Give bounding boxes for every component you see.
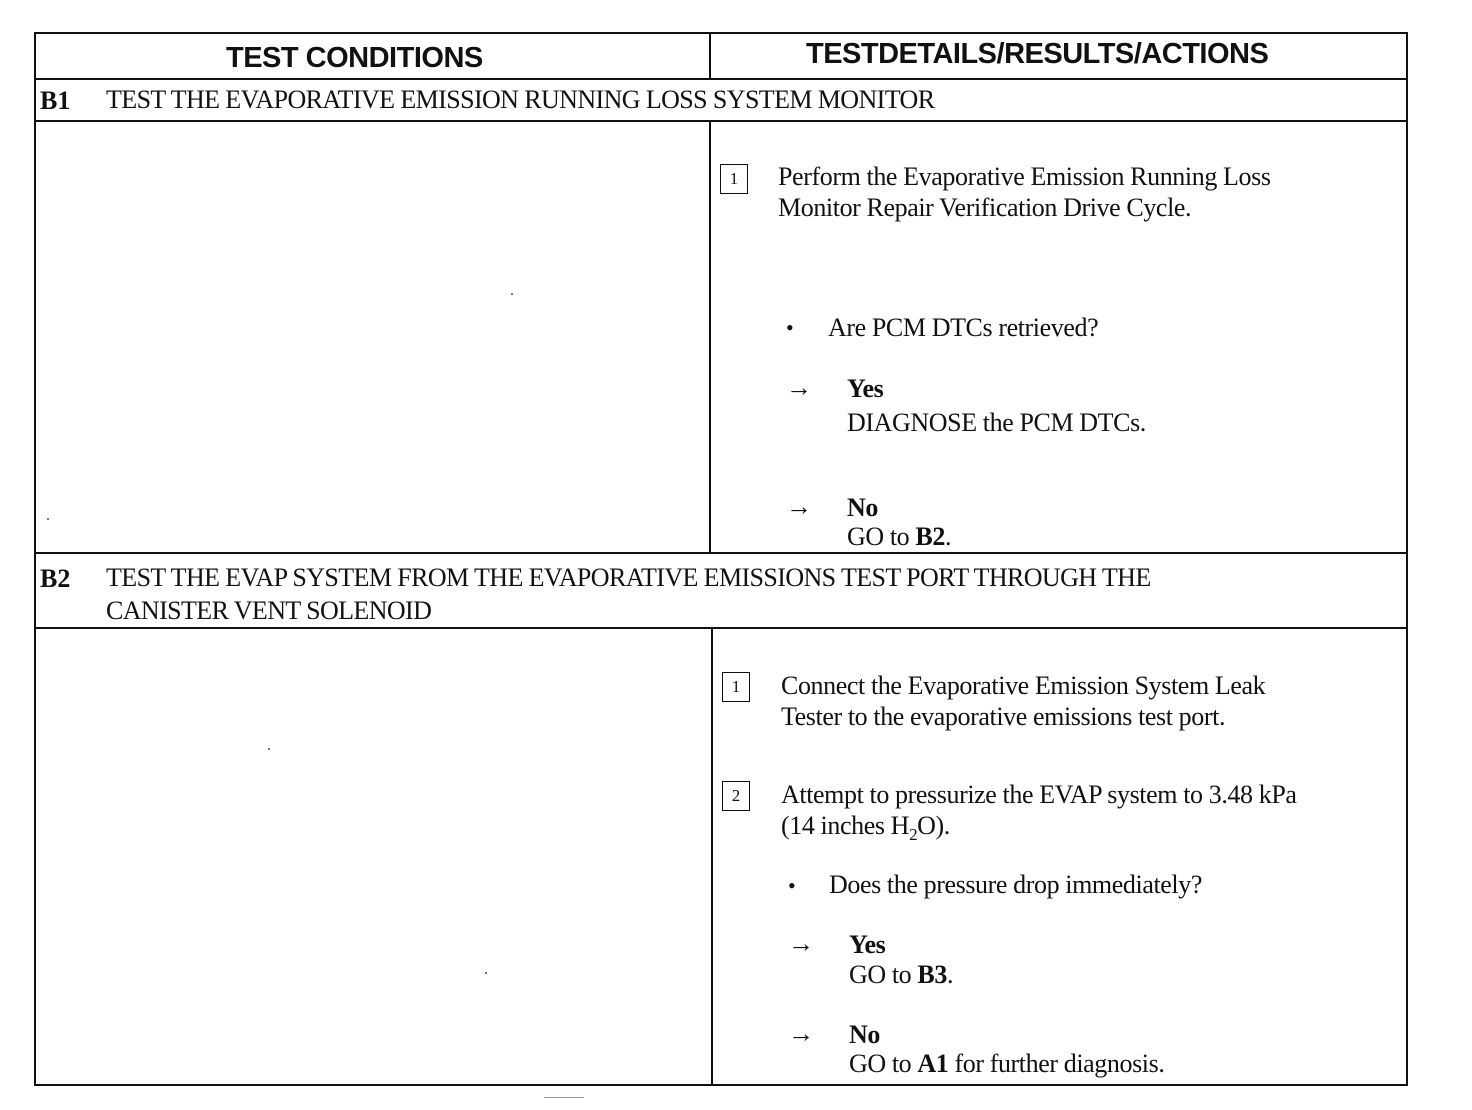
b2-section-title-line2: CANISTER VENT SOLENOID (106, 596, 432, 625)
b1-question: Are PCM DTCs retrieved? (828, 313, 1099, 342)
scan-speck (511, 293, 513, 295)
b1-section-id: B1 (40, 86, 71, 115)
b2-no-arrow: → (788, 1019, 814, 1048)
scan-speck (268, 748, 270, 750)
b2-question-bullet: • (788, 873, 796, 898)
scan-speck (544, 1097, 584, 1098)
b2-yes-target: B3 (917, 960, 947, 989)
b1-step-1-text-line2: Monitor Repair Verification Drive Cycle. (778, 193, 1192, 222)
b2-step-2-box: 2 (722, 781, 750, 811)
b2-column-divider (711, 627, 713, 1086)
header-column-divider (709, 32, 711, 79)
b2-section-divider (34, 552, 1408, 554)
scan-speck (485, 972, 487, 974)
b2-title-divider (34, 627, 1408, 629)
b2-step-2-text-line1: Attempt to pressurize the EVAP system to 3.48 kPa (781, 780, 1297, 809)
b2-step-1-box: 1 (722, 672, 750, 702)
b2-yes-action: GO to B3. (849, 960, 954, 989)
b1-step-1-text-line1: Perform the Evaporative Emission Running Loss (778, 162, 1271, 191)
subscript-2: 2 (909, 825, 918, 845)
b2-no-action: GO to A1 for further diagnosis. (849, 1049, 1165, 1078)
b1-column-divider (709, 120, 711, 553)
scan-speck (47, 518, 49, 520)
b2-yes-label: Yes (849, 930, 886, 959)
b2-no-label: No (849, 1020, 880, 1049)
b1-yes-label: Yes (847, 374, 884, 403)
header-test-conditions: TEST CONDITIONS (226, 42, 483, 74)
b2-section-title-line1: TEST THE EVAP SYSTEM FROM THE EVAPORATIVE EMISSIONS TEST PORT THROUGH THE (106, 563, 1151, 592)
b1-section-title: TEST THE EVAPORATIVE EMISSION RUNNING LOSS SYSTEM MONITOR (106, 85, 935, 114)
b1-yes-arrow: → (786, 373, 812, 402)
b1-title-divider (34, 120, 1408, 122)
b2-step-1-text-line1: Connect the Evaporative Emission System Leak (781, 671, 1266, 700)
b2-yes-arrow: → (788, 929, 814, 958)
b1-no-action: GO to B2. (847, 522, 952, 551)
b1-no-arrow: → (786, 492, 812, 521)
b1-step-1-box: 1 (720, 164, 748, 194)
b1-question-bullet: • (786, 315, 794, 340)
b1-no-target: B2 (915, 522, 945, 551)
b2-no-target: A1 (917, 1049, 949, 1078)
b2-step-1-text-line2: Tester to the evaporative emissions test port. (781, 702, 1226, 731)
b2-step-2-text-line2: (14 inches $H_2O$). (781, 811, 950, 845)
b2-section-id: B2 (40, 564, 71, 593)
header-divider (34, 78, 1408, 80)
b1-yes-action: DIAGNOSE the PCM DTCs. (847, 408, 1146, 437)
header-test-details: TESTDETAILS/RESULTS/ACTIONS (806, 38, 1269, 70)
b1-no-label: No (847, 493, 878, 522)
b2-question: Does the pressure drop immediately? (829, 870, 1202, 899)
